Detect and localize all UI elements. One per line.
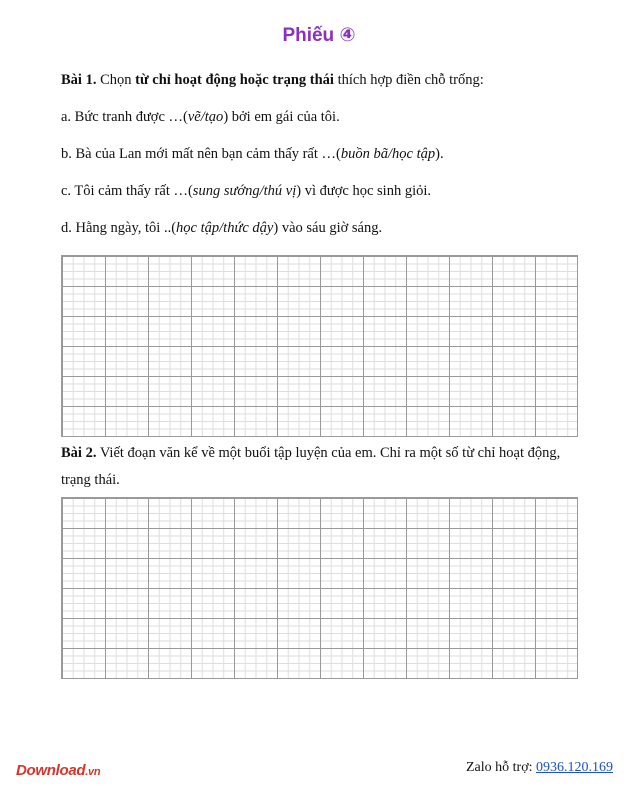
item-b-text: b. Bà của Lan mới mất nên bạn cảm thấy rất …( <box>61 146 341 162</box>
item-d-text: d. Hằng ngày, tôi ..( <box>61 220 177 236</box>
item-b-hint: buồn bã/học tập <box>340 146 436 162</box>
item-d-hint: học tập/thức dậy <box>176 220 274 236</box>
logo-main-text: Download <box>16 762 86 779</box>
bai1-writing-grid[interactable] <box>61 255 578 437</box>
bai2-text: Viết đoạn văn kể về một buổi tập luyện của em. Chỉ ra một số từ chỉ hoạt động, trạng thái. <box>61 445 561 488</box>
zalo-label: Zalo hỗ trợ: <box>466 760 536 775</box>
item-a-text-end: ) bởi em gái của tôi. <box>223 109 340 125</box>
item-c-text: c. Tôi cảm thấy rất …( <box>61 183 193 199</box>
bai2-instruction <box>61 440 581 494</box>
download-logo <box>16 762 100 779</box>
bai1-item-a <box>61 107 340 127</box>
item-d-text-end: ) vào sáu giờ sáng. <box>273 220 383 236</box>
item-a-text: a. Bức tranh được …( <box>61 109 188 125</box>
bai1-intro-bold: từ chỉ hoạt động hoặc trạng thái <box>135 72 334 88</box>
logo-tld-text: .vn <box>85 766 101 778</box>
bai1-intro-post: thích hợp điền chỗ trống: <box>333 72 484 88</box>
page-title: Phiếu ④ <box>282 25 356 46</box>
zalo-phone-link[interactable]: 0936.120.169 <box>536 760 613 775</box>
bai1-label: Bài 1. <box>61 72 97 88</box>
bai2-writing-grid[interactable] <box>61 497 578 679</box>
bai2-label: Bài 2. <box>61 445 97 461</box>
item-a-hint: vẽ/tạo <box>187 109 224 125</box>
item-c-text-end: ) vì được học sinh giỏi. <box>296 183 431 199</box>
item-c-hint: sung sướng/thú vị <box>192 183 297 199</box>
bai1-instruction <box>61 70 484 90</box>
bai1-item-b <box>61 144 444 164</box>
bai1-intro-pre: Chọn <box>96 72 136 88</box>
item-b-text-end: ). <box>435 146 444 162</box>
zalo-support <box>466 760 613 776</box>
bai1-item-c <box>61 181 431 201</box>
bai1-item-d <box>61 218 382 238</box>
